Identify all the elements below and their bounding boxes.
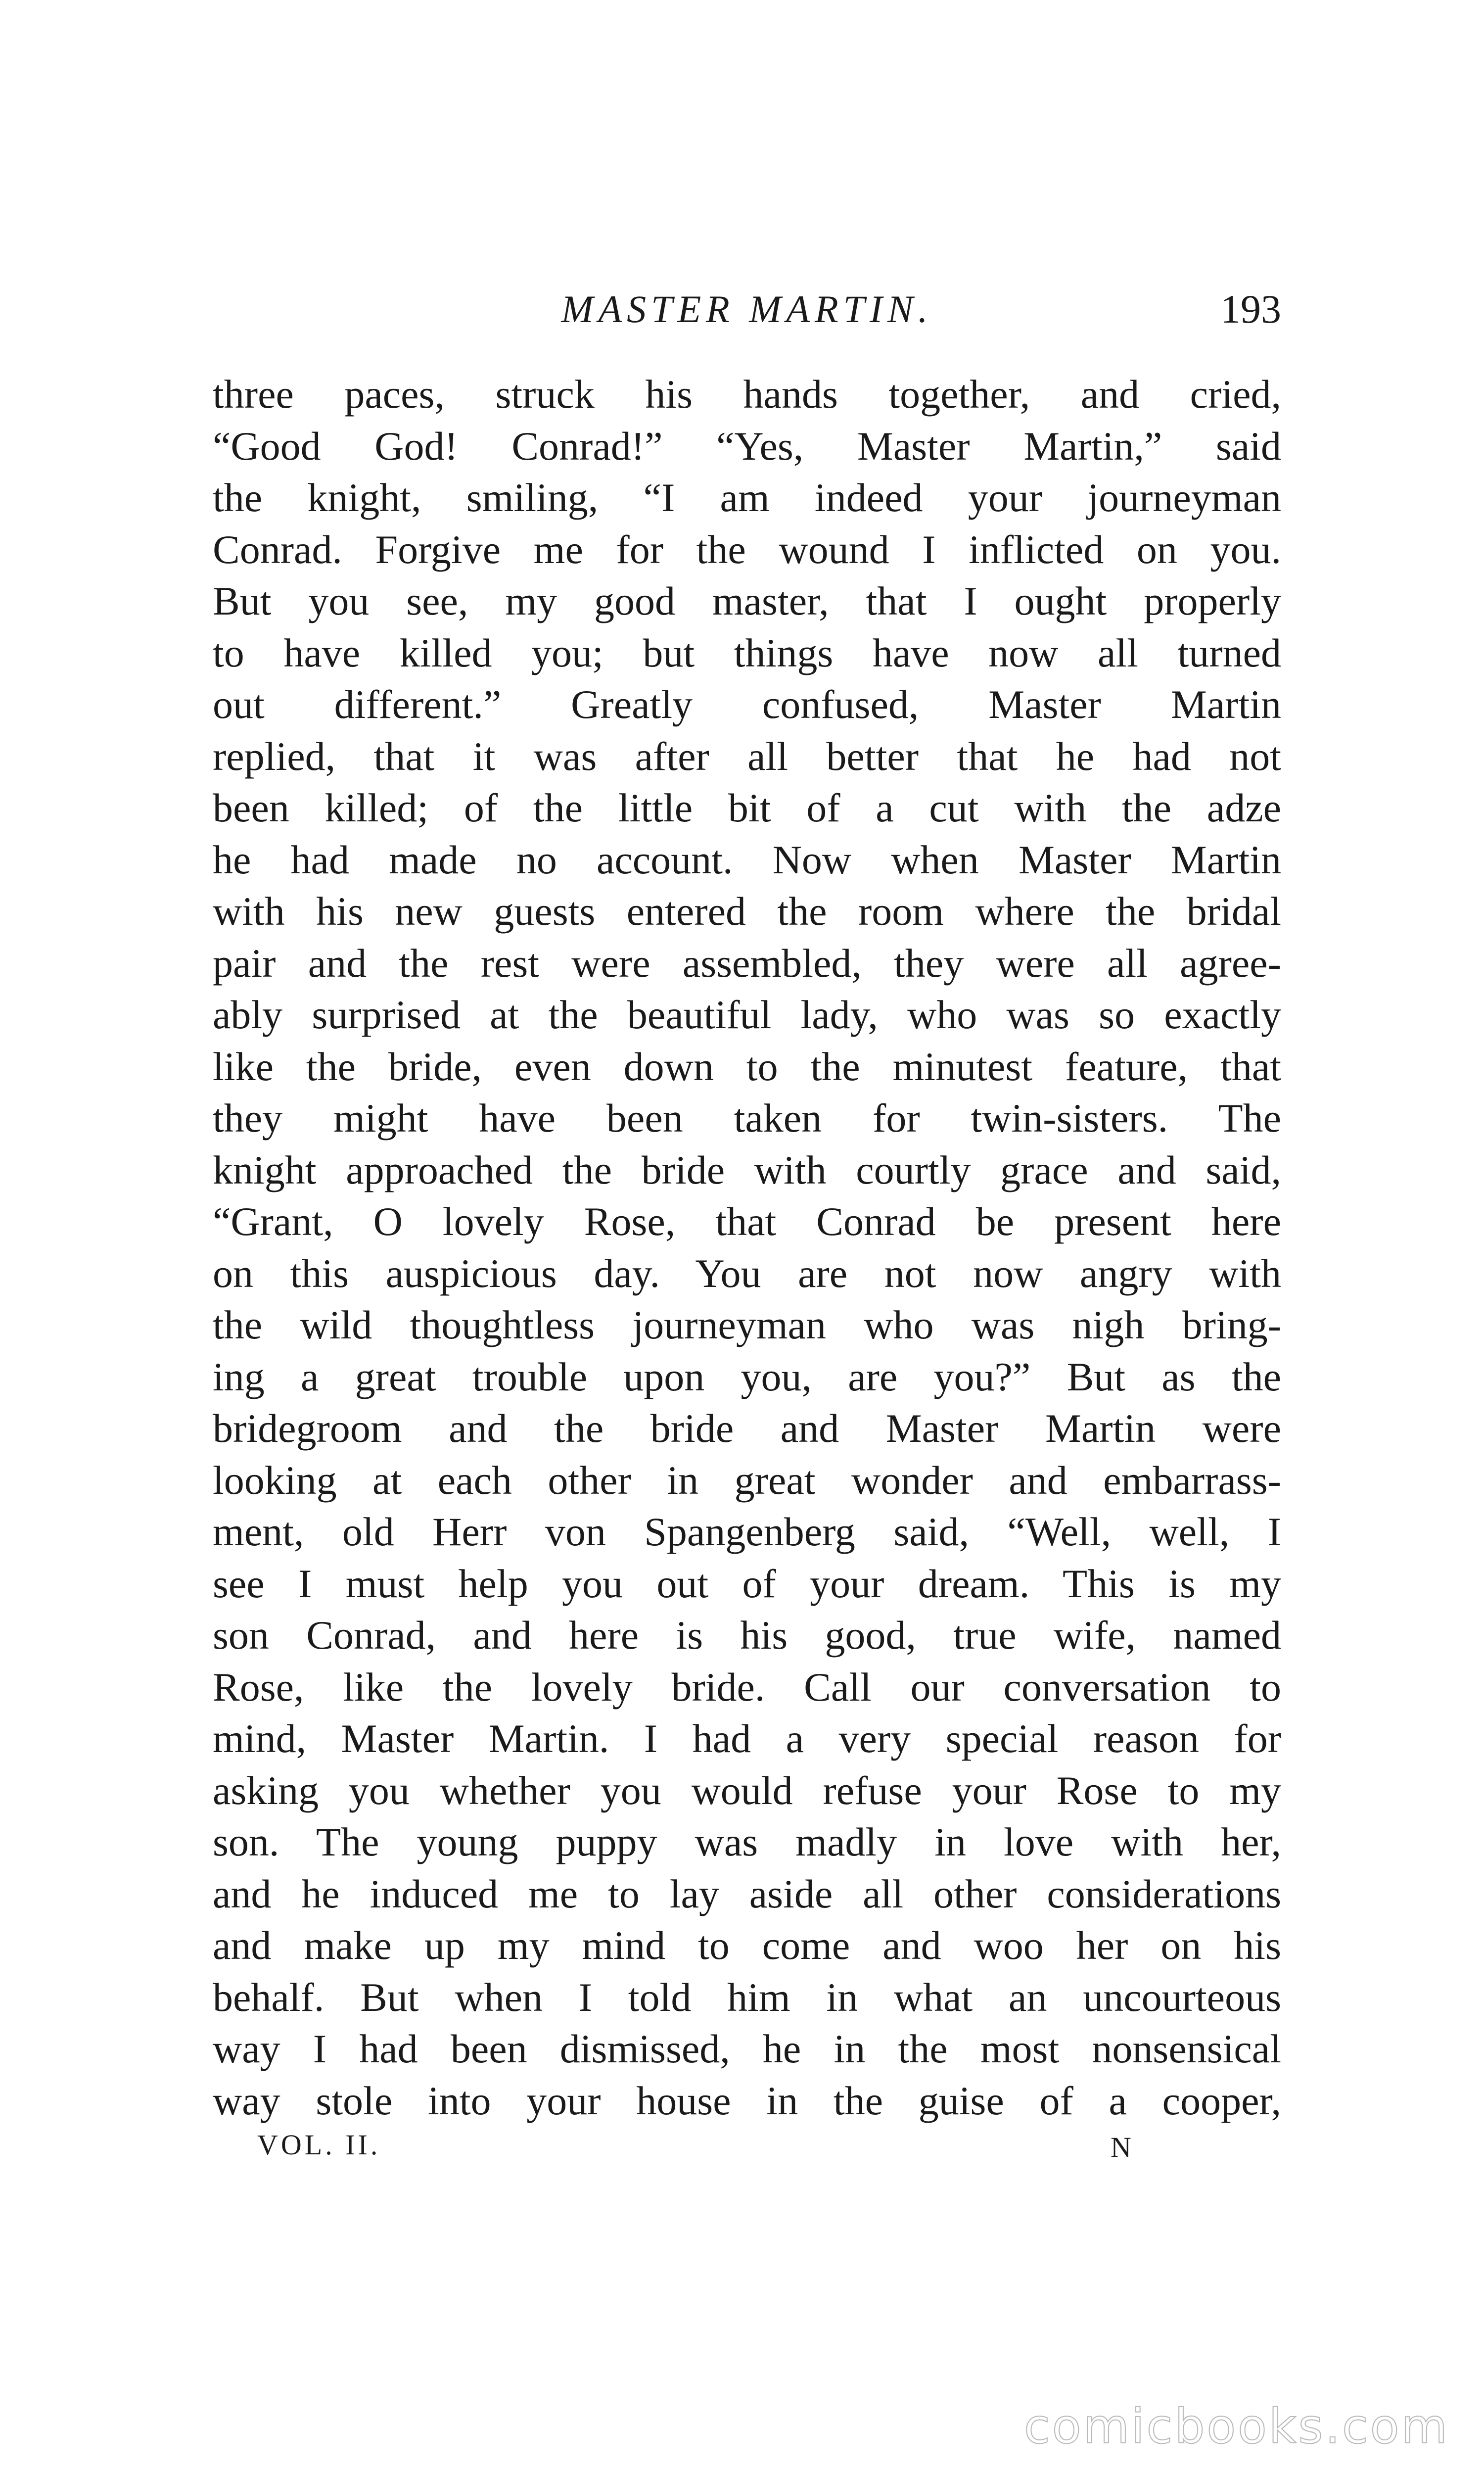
text-line: been killed; of the little bit of a cut with the adze xyxy=(213,785,1281,830)
text-line: to have killed you; but things have now all turned xyxy=(213,630,1281,675)
text-line: looking at each other in great wonder and embarrass- xyxy=(213,1457,1281,1503)
running-title: MASTER MARTIN. xyxy=(561,287,933,331)
text-line: mind, Master Martin. I had a very special reason for xyxy=(213,1716,1281,1761)
page-number: 193 xyxy=(1220,286,1281,332)
text-line: ment, old Herr von Spangenberg said, “Well, well, I xyxy=(213,1509,1281,1554)
text-line: the wild thoughtless journeyman who was nigh bring- xyxy=(213,1302,1281,1347)
text-line: asking you whether you would refuse your Rose to my xyxy=(213,1767,1281,1813)
text-line: replied, that it was after all better that he had not xyxy=(213,733,1281,779)
text-line: on this auspicious day. You are not now angry with xyxy=(213,1250,1281,1296)
text-line: he had made no account. Now when Master Martin xyxy=(213,837,1281,882)
text-line: and he induced me to lay aside all other considerations xyxy=(213,1871,1281,1916)
signature-mark: N xyxy=(1111,2131,1131,2163)
text-line: ably surprised at the beautiful lady, who was so exactly xyxy=(213,992,1281,1037)
text-line: they might have been taken for twin-sisters. The xyxy=(213,1095,1281,1141)
text-line: Rose, like the lovely bride. Call our conversation to xyxy=(213,1664,1281,1710)
text-line: and make up my mind to come and woo her on his xyxy=(213,1923,1281,1968)
watermark: comicbooks.com xyxy=(1023,2399,1449,2454)
text-line: bridegroom and the bride and Master Martin were xyxy=(213,1406,1281,1451)
text-line: three paces, struck his hands together, and cried, xyxy=(213,372,1281,417)
body-text xyxy=(213,369,1281,2127)
text-line: way stole into your house in the guise of a cooper, xyxy=(213,2078,1281,2123)
text-line: the knight, smiling, “I am indeed your journeyman xyxy=(213,475,1281,520)
text-line: see I must help you out of your dream. This is my xyxy=(213,1561,1281,1606)
text-line: pair and the rest were assembled, they were all agree- xyxy=(213,940,1281,986)
text-line: ing a great trouble upon you, are you?” But as the xyxy=(213,1354,1281,1399)
text-line: knight approached the bride with courtly grace and said, xyxy=(213,1147,1281,1192)
text-line: out different.” Greatly confused, Master Martin xyxy=(213,682,1281,727)
volume-signature: VOL. II. xyxy=(257,2129,381,2161)
text-line: But you see, my good master, that I ought properly xyxy=(213,578,1281,623)
text-line: son Conrad, and here is his good, true wife, named xyxy=(213,1613,1281,1658)
text-line: “Good God! Conrad!” “Yes, Master Martin,” said xyxy=(213,423,1281,469)
text-line: with his new guests entered the room where the bridal xyxy=(213,889,1281,934)
running-head xyxy=(213,277,1281,341)
text-line: Conrad. Forgive me for the wound I inflicted on you. xyxy=(213,526,1281,572)
text-line: way I had been dismissed, he in the most nonsensical xyxy=(213,2026,1281,2071)
text-line: “Grant, O lovely Rose, that Conrad be present here xyxy=(213,1199,1281,1244)
text-line: behalf. But when I told him in what an uncourteous xyxy=(213,1974,1281,2020)
text-line: like the bride, even down to the minutest feature, that xyxy=(213,1044,1281,1089)
text-line: son. The young puppy was madly in love with her, xyxy=(213,1819,1281,1864)
